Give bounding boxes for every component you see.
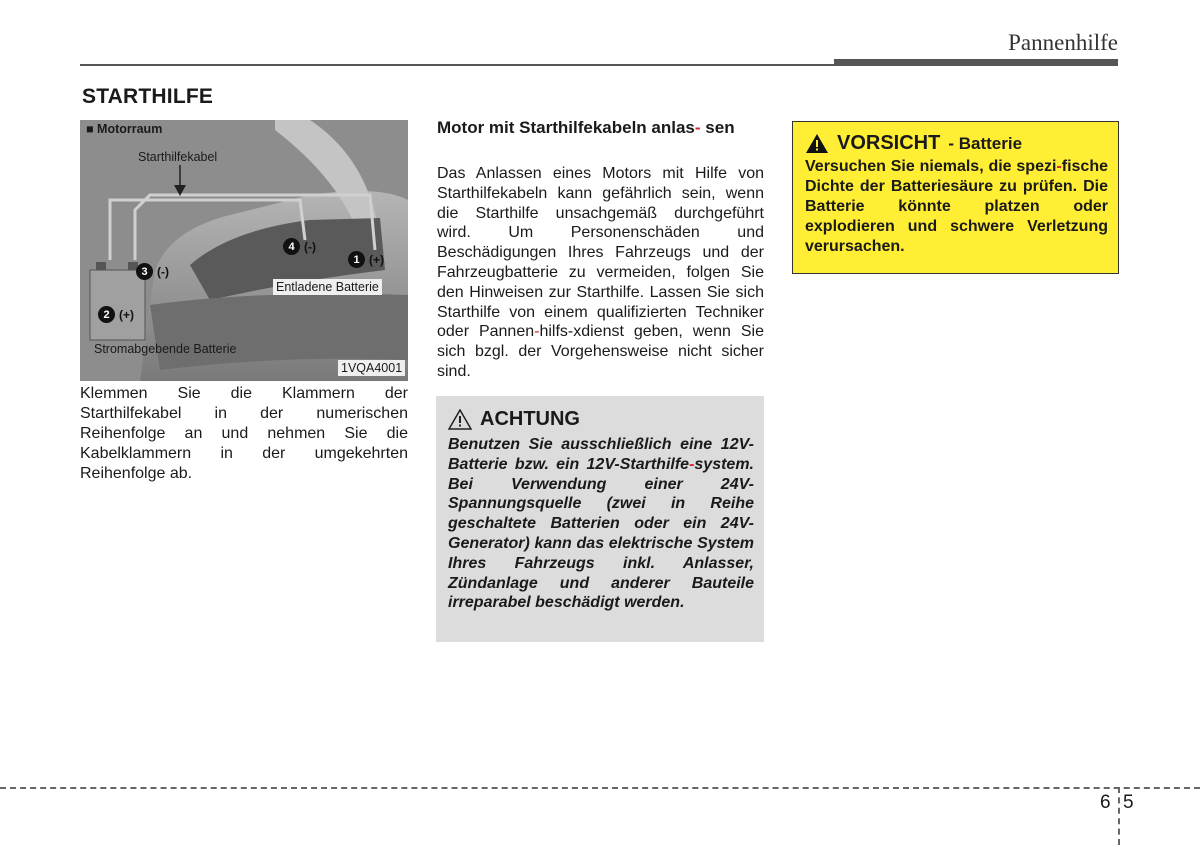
label-donor-battery: Stromabgebende Batterie [94, 342, 237, 356]
jump-start-paragraph: Das Anlassen eines Motors mit Hilfe von Starthilfekabeln kann gefährlich sein, wenn die Starthilfe unsachgemäß durchgeführt wird. Um Personenschäden und Beschädigungen Ihres Fahrzeugs und der Fahrzeugbatterie zu vermeiden, folgen Sie den Hinweisen zur Starthilfe. Lassen Sie sich Starthilfe von einem qualifizierten Techniker oder Pannen-hilfs-xdienst geben, wenn Sie sich bzgl. der Vorgehensweise nicht sicher sind. [437, 165, 764, 380]
footer-divider [1118, 787, 1120, 845]
header-rule-accent [834, 59, 1118, 66]
warning-header [805, 132, 1108, 155]
label-dead-battery: Entladene Batterie [273, 279, 382, 295]
chapter-number: 6 [1100, 792, 1111, 813]
caution-title: ACHTUNG [480, 408, 580, 430]
page-number: 5 [1123, 792, 1134, 813]
warning-triangle-icon [448, 409, 472, 430]
chapter-title: Pannenhilfe [1008, 30, 1118, 55]
warning-box [792, 121, 1119, 274]
figure-code: 1VQA4001 [338, 360, 405, 376]
figure-caption: ■ Motorraum [86, 122, 163, 136]
connection-badge-2: 2 (+) [98, 306, 134, 323]
connection-badge-4: 4 (-) [283, 238, 316, 255]
caution-box [436, 396, 764, 642]
caution-body: Benutzen Sie ausschließlich eine 12V-Batterie bzw. ein 12V-Starthilfe-system. Bei Verwendung einer 24V-Spannungsquelle (zwei in Reihe geschaltete Batterien oder ein 24V-Generator) kann das elektrische System Ihres Fahrzeugs inkl. Anlasser, Zündanlage und anderer Bauteile irreparabel beschädigt werden. [448, 436, 754, 612]
warning-subtitle: - Batterie [948, 133, 1023, 153]
jump-start-figure [80, 120, 408, 381]
warning-triangle-filled-icon [805, 133, 829, 154]
left-instruction-text: Klemmen Sie die Klammern der Starthilfekabel in der numerischen Reihenfolge an und nehmen Sie die Kabelklammern in der umgekehrten Reihenfolge ab. [80, 385, 408, 482]
label-jumper-cable: Starthilfekabel [138, 150, 218, 164]
warning-body: Versuchen Sie niemals, die spezi-fische Dichte der Batteriesäure zu prüfen. Die Batterie könnte platzen oder explodieren und schwere Verletzung verursachen. [805, 158, 1108, 255]
connection-badge-1: 1 (+) [348, 251, 384, 268]
footer-rule [0, 787, 1200, 789]
section-title: STARTHILFE [82, 85, 214, 108]
connection-badge-3: 3 (-) [136, 263, 169, 280]
caution-header [448, 408, 754, 431]
subsection-heading: Motor mit Starthilfekabeln anlas- sen [437, 118, 735, 137]
warning-title: VORSICHT [837, 132, 941, 154]
